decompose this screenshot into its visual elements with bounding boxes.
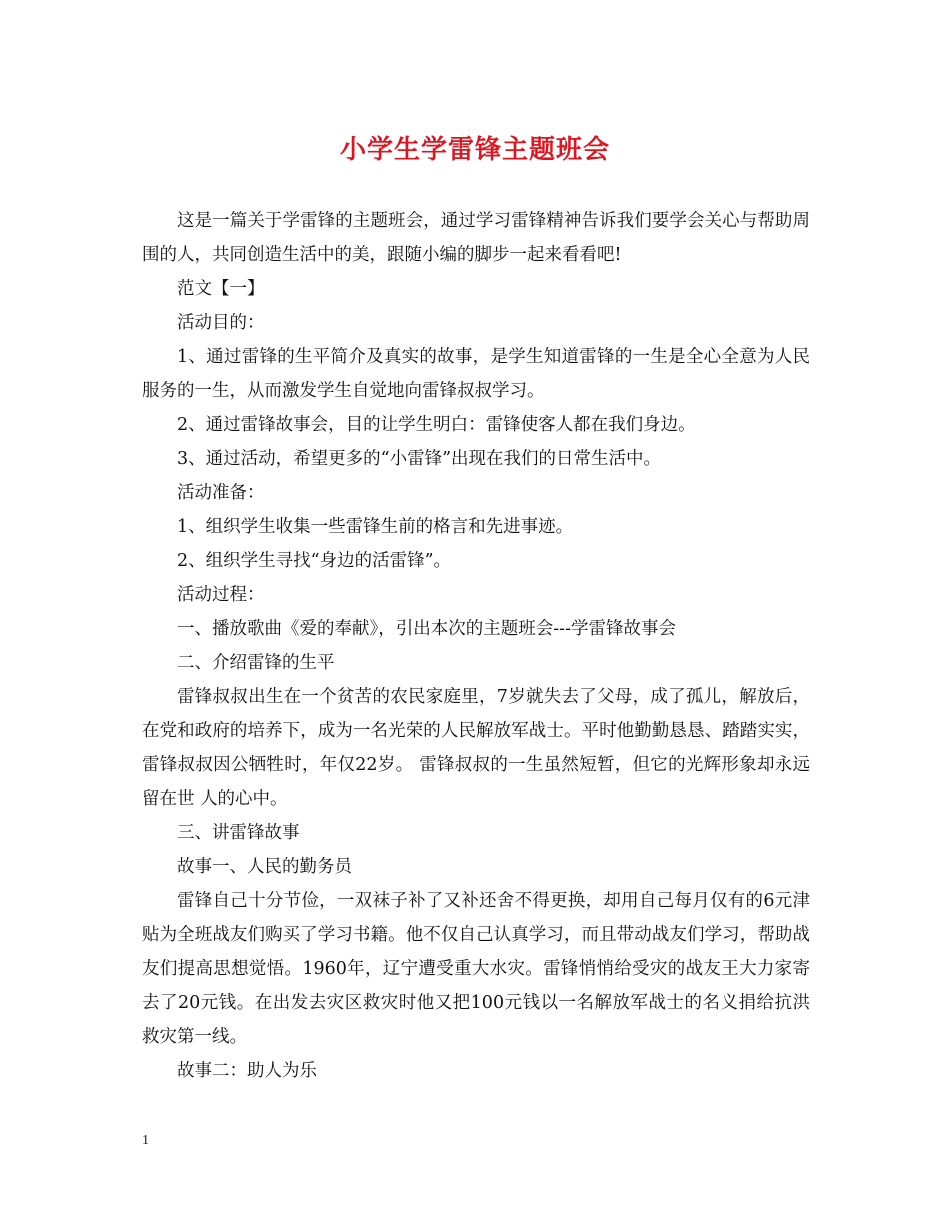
process-step-3: 三、讲雷锋故事: [177, 823, 300, 843]
process-step-1: 一、播放歌曲《爱的奉献》，引出本次的主题班会---学雷锋故事会: [177, 619, 676, 639]
section-heading-sample-one: 范文【一】: [177, 279, 265, 299]
intro-paragraph: 这是一篇关于学雷锋的主题班会，通过学习雷锋精神告诉我们要学会关心与帮助周围的人，共同创造生活中的美，跟随小编的脚步一起来看看吧!: [142, 211, 810, 265]
story-one-paragraph: 雷锋自己十分节俭，一双袜子补了又补还舍不得更换，却用自己每月仅有的6元津贴为全班战友们购买了学习书籍。他不仅自己认真学习，而且带动战友们学习，帮助战友们提高思想觉悟。1960年，辽宁遭受重大水灾。雷锋悄悄给受灾的战友王大力家寄去了20元钱。在出发去灾区救灾时他又把100元钱以一名解放军战士的名义捐给抗洪救灾第一线。: [142, 891, 810, 1047]
document-body: [142, 204, 810, 1088]
goal-item-3: 3、通过活动，希望更多的“小雷锋”出现在我们的日常生活中。: [177, 449, 662, 469]
preparation-item-1: 1、组织学生收集一些雷锋生前的格言和先进事迹。: [177, 517, 574, 537]
heading-activity-process: 活动过程：: [177, 585, 265, 605]
process-step-2: 二、介绍雷锋的生平: [177, 653, 335, 673]
goal-item-1: 1、通过雷锋的生平简介及真实的故事，是学生知道雷锋的一生是全心全意为人民服务的一生，从而激发学生自觉地向雷锋叔叔学习。: [142, 347, 810, 401]
story-two-heading: 故事二：助人为乐: [177, 1061, 317, 1081]
preparation-item-2: 2、组织学生寻找“身边的活雷锋”。: [177, 551, 452, 571]
story-one-heading: 故事一、人民的勤务员: [177, 857, 352, 877]
biography-paragraph: 雷锋叔叔出生在一个贫苦的农民家庭里，7岁就失去了父母，成了孤儿，解放后，在党和政府的培养下，成为一名光荣的人民解放军战士。平时他勤勤恳恳、踏踏实实，雷锋叔叔因公牺牲时，年仅22岁。 雷锋叔叔的一生虽然短暂，但它的光辉形象却永远留在世 人的心中。: [142, 687, 810, 809]
heading-activity-preparation: 活动准备：: [177, 483, 265, 503]
document-title: 小学生学雷锋主题班会: [339, 135, 610, 165]
page-number: 1: [142, 1133, 149, 1148]
goal-item-2: 2、通过雷锋故事会，目的让学生明白：雷锋使客人都在我们身边。: [177, 415, 696, 435]
heading-activity-goal: 活动目的：: [177, 313, 265, 333]
